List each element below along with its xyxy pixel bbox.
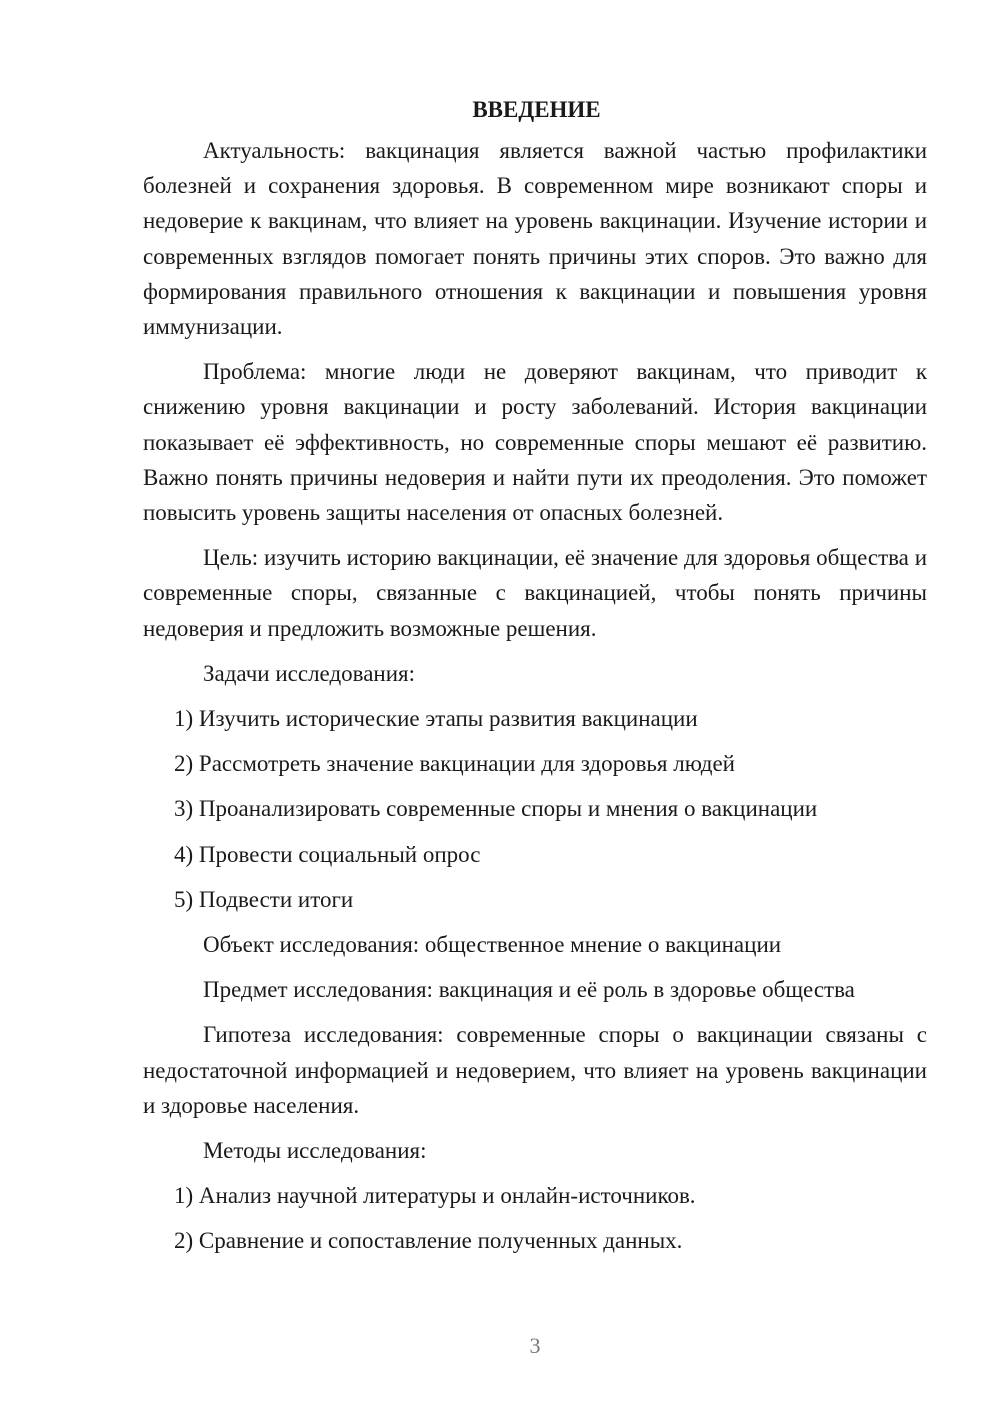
- research-subject: Предмет исследования: вакцинация и её роль в здоровье общества: [203, 977, 855, 1003]
- method-item: 2) Сравнение и сопоставление полученных данных.: [174, 1228, 683, 1254]
- section-title: ВВЕДЕНИЕ: [472, 97, 601, 122]
- page-content: [143, 92, 927, 1269]
- research-object: Объект исследования: общественное мнение о вакцинации: [203, 932, 782, 958]
- methods-heading: Методы исследования:: [203, 1138, 427, 1164]
- task-item: 5) Подвести итоги: [174, 886, 354, 912]
- tasks-list: [143, 701, 927, 917]
- task-item: 2) Рассмотреть значение вакцинации для здоровья людей: [174, 751, 735, 777]
- task-item: 1) Изучить исторические этапы развития вакцинации: [174, 706, 698, 732]
- task-item: 3) Проанализировать современные споры и мнения о вакцинации: [174, 796, 818, 822]
- tasks-heading: Задачи исследования:: [203, 660, 416, 686]
- relevance-paragraph: Актуальность: вакцинация является важной частью профилактики болезней и сохранения здоровья. В современном мире возникают споры и недоверие к вакцинам, что влияет на уровень вакцинации. Изучение истории и современных взглядов помогает понять причины этих споров. Это важно для формирования правильного отношения к вакцинации и повышения уровня иммунизации.: [143, 138, 927, 340]
- goal-paragraph: Цель: изучить историю вакцинации, её значение для здоровья общества и современные споры, связанные с вакцинацией, чтобы понять причины недоверия и предложить возможные решения.: [143, 545, 927, 641]
- problem-paragraph: Проблема: многие люди не доверяют вакцинам, что приводит к снижению уровня вакцинации и росту заболеваний. История вакцинации показывает её эффективность, но современные споры мешают её развитию. Важно понять причины недоверия и найти пути их преодоления. Это поможет повысить уровень защиты населения от опасных болезней.: [143, 359, 927, 526]
- task-item: 4) Провести социальный опрос: [174, 841, 481, 867]
- hypothesis-paragraph: Гипотеза исследования: современные споры о вакцинации связаны с недостаточной информацией и недоверием, что влияет на уровень вакцинации и здоровье населения.: [143, 1022, 927, 1118]
- page-number: 3: [529, 1333, 541, 1358]
- methods-list: [143, 1178, 927, 1258]
- method-item: 1) Анализ научной литературы и онлайн-источников.: [174, 1183, 696, 1209]
